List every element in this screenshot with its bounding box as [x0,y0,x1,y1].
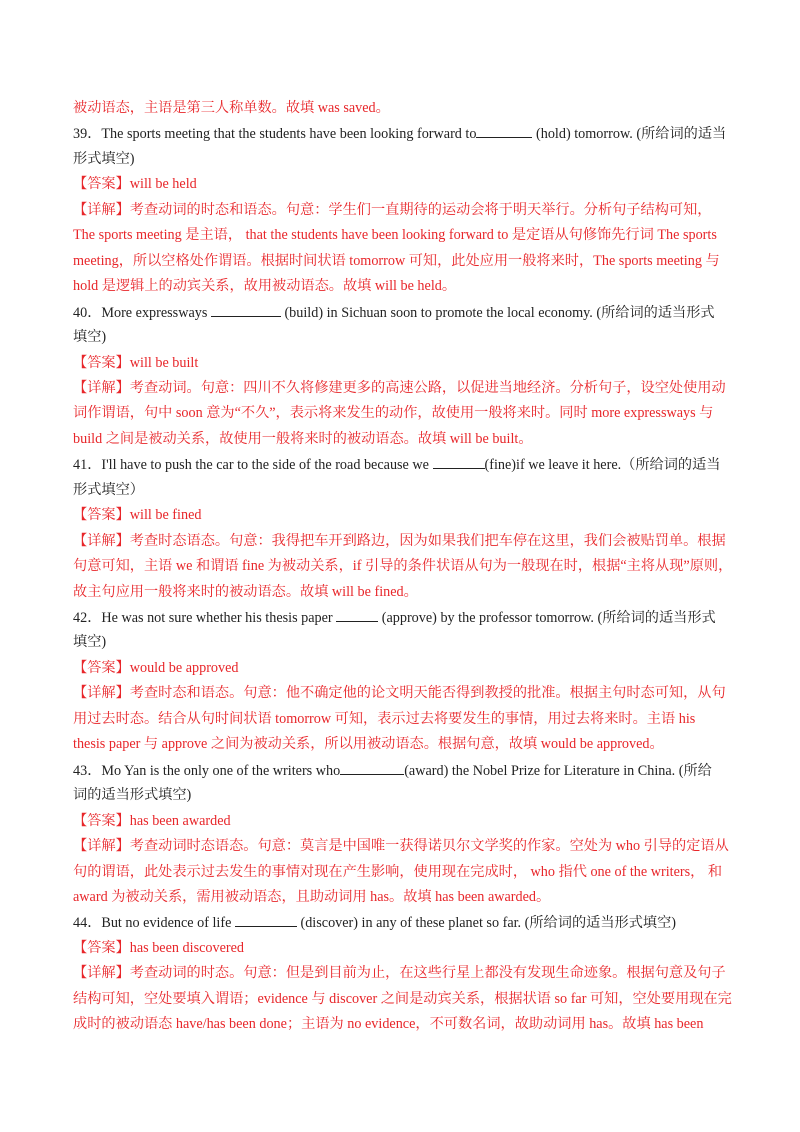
explanation-line: 词作谓语，句中 soon 意为“不久”，表示将来发生的动作，故使用一般将来时。同时 more expressways 与 [73,405,714,422]
explanation-line: build 之间是被动关系，故使用一般将来时的被动语态。故填 will be built。 [73,430,533,447]
question-text: 43．Mo Yan is the only one of the writers who [73,762,341,779]
answer-line: 【答案】will be built [73,354,199,371]
explanation-line: hold 是逻辑上的动宾关系，故用被动语态。故填 will be held。 [73,278,457,295]
explanation-line: 故主句应用一般将来时的被动语态。故填 will be fined。 [73,583,418,600]
question-text: 42．He was not sure whether his thesis paper [73,610,337,626]
question-text-tail: (award) the Nobel Prize for Literature in China. (所给 [404,762,712,779]
explanation-line: 句的谓语，此处表示过去发生的事情对现在产生影响，使用现在完成时， who 指代 one of the writers， 和 [73,863,723,880]
question-text: 40．More expressways [73,304,211,321]
explanation-line: 结构可知，空处要填入谓语；evidence 与 discover 之间是动宾关系，根据状语 so far 可知，空处要用现在完 [73,990,732,1007]
explanation-line: 【详解】考查动词。句意：四川不久将修建更多的高速公路，以促进当地经济。分析句子，设空处使用动 [73,379,726,396]
explanation-line: The sports meeting 是主语， that the students have been looking forward to 是定语从句修饰先行词 The sports [73,227,717,244]
question-line [73,760,712,781]
answer-blank [235,912,297,927]
answer-line: 【答案】will be held [73,176,197,193]
explanation-line: 【详解】考查时态和语态。句意：他不确定他的论文明天能否得到教授的批准。根据主句时态可知，从句 [73,685,726,702]
question-text-tail: (hold) tomorrow. (所给词的适当 [532,126,727,143]
answer-blank [336,607,378,622]
answer-blank [433,454,485,469]
question-line: 填空) [73,329,107,346]
question-text-tail: (discover) in any of these planet so far. (所给词的适当形式填空) [296,915,676,932]
answer-blank [211,302,281,317]
question-line [73,123,726,144]
question-line [73,454,721,475]
question-line [73,302,715,323]
explanation-line: award 为被动关系，需用被动语态，且助动词用 has。故填 has been awarded。 [73,888,551,905]
question-line: 填空) [73,634,107,651]
explanation-line: meeting，所以空格处作谓语。根据时间状语 tomorrow 可知，此处应用一般将来时，The sports meeting 与 [73,252,720,269]
answer-blank [340,760,404,775]
question-text-tail: (approve) by the professor tomorrow. (所给词的适当形式 [378,610,716,626]
question-line: 词的适当形式填空) [73,787,192,804]
question-line: 形式填空) [73,150,135,167]
question-line [73,912,676,933]
question-text-tail: (build) in Sichuan soon to promote the local economy. (所给词的适当形式 [280,304,715,321]
answer-line: 【答案】has been awarded [73,812,231,829]
question-text: 44．But no evidence of life [73,915,235,932]
explanation-line: 【详解】考查时态语态。句意：我得把车开到路边，因为如果我们把车停在这里，我们会被贴罚单。根据 [73,532,726,549]
answer-line: 【答案】would be approved [73,659,239,676]
explanation-line: 被动语态，主语是第三人称单数。故填 was saved。 [73,100,390,116]
question-text-tail: (fine)if we leave it here.（所给词的适当 [484,457,721,474]
question-line: 形式填空） [73,481,144,498]
question-line [73,607,716,628]
explanation-line: 【详解】考查动词的时态和语态。句意：学生们一直期待的运动会将于明天举行。分析句子结构可知， [73,201,712,218]
explanation-line: 句意可知，主语 we 和谓语 fine 为被动关系，if 引导的条件状语从句为一般现在时，根据“主将从现”原则， [73,558,733,575]
explanation-line: 用过去时态。结合从句时间状语 tomorrow 可知，表示过去将要发生的事情，用过去将来时。主语 his [73,710,696,727]
explanation-line: 成时的被动语态 have/has been done；主语为 no evidence，不可数名词，故助动词用 has。故填 has been [73,1016,704,1033]
explanation-line: thesis paper 与 approve 之间为被动关系，所以用被动语态。根据句意，故填 would be approved。 [73,736,664,753]
explanation-line: 【详解】考查动词的时态。句意：但是到目前为止，在这些行星上都没有发现生命迹象。根据句意及句子 [73,965,726,982]
explanation-line: 【详解】考查动词时态语态。句意：莫言是中国唯一获得诺贝尔文学奖的作家。空处为 who 引导的定语从 [73,838,729,855]
answer-line: 【答案】will be fined [73,507,202,524]
answer-blank [476,123,532,138]
answer-line: 【答案】has been discovered [73,939,244,956]
question-text: 41．I'll have to push the car to the side of the road because we [73,457,433,474]
question-text: 39．The sports meeting that the students have been looking forward to [73,126,477,143]
